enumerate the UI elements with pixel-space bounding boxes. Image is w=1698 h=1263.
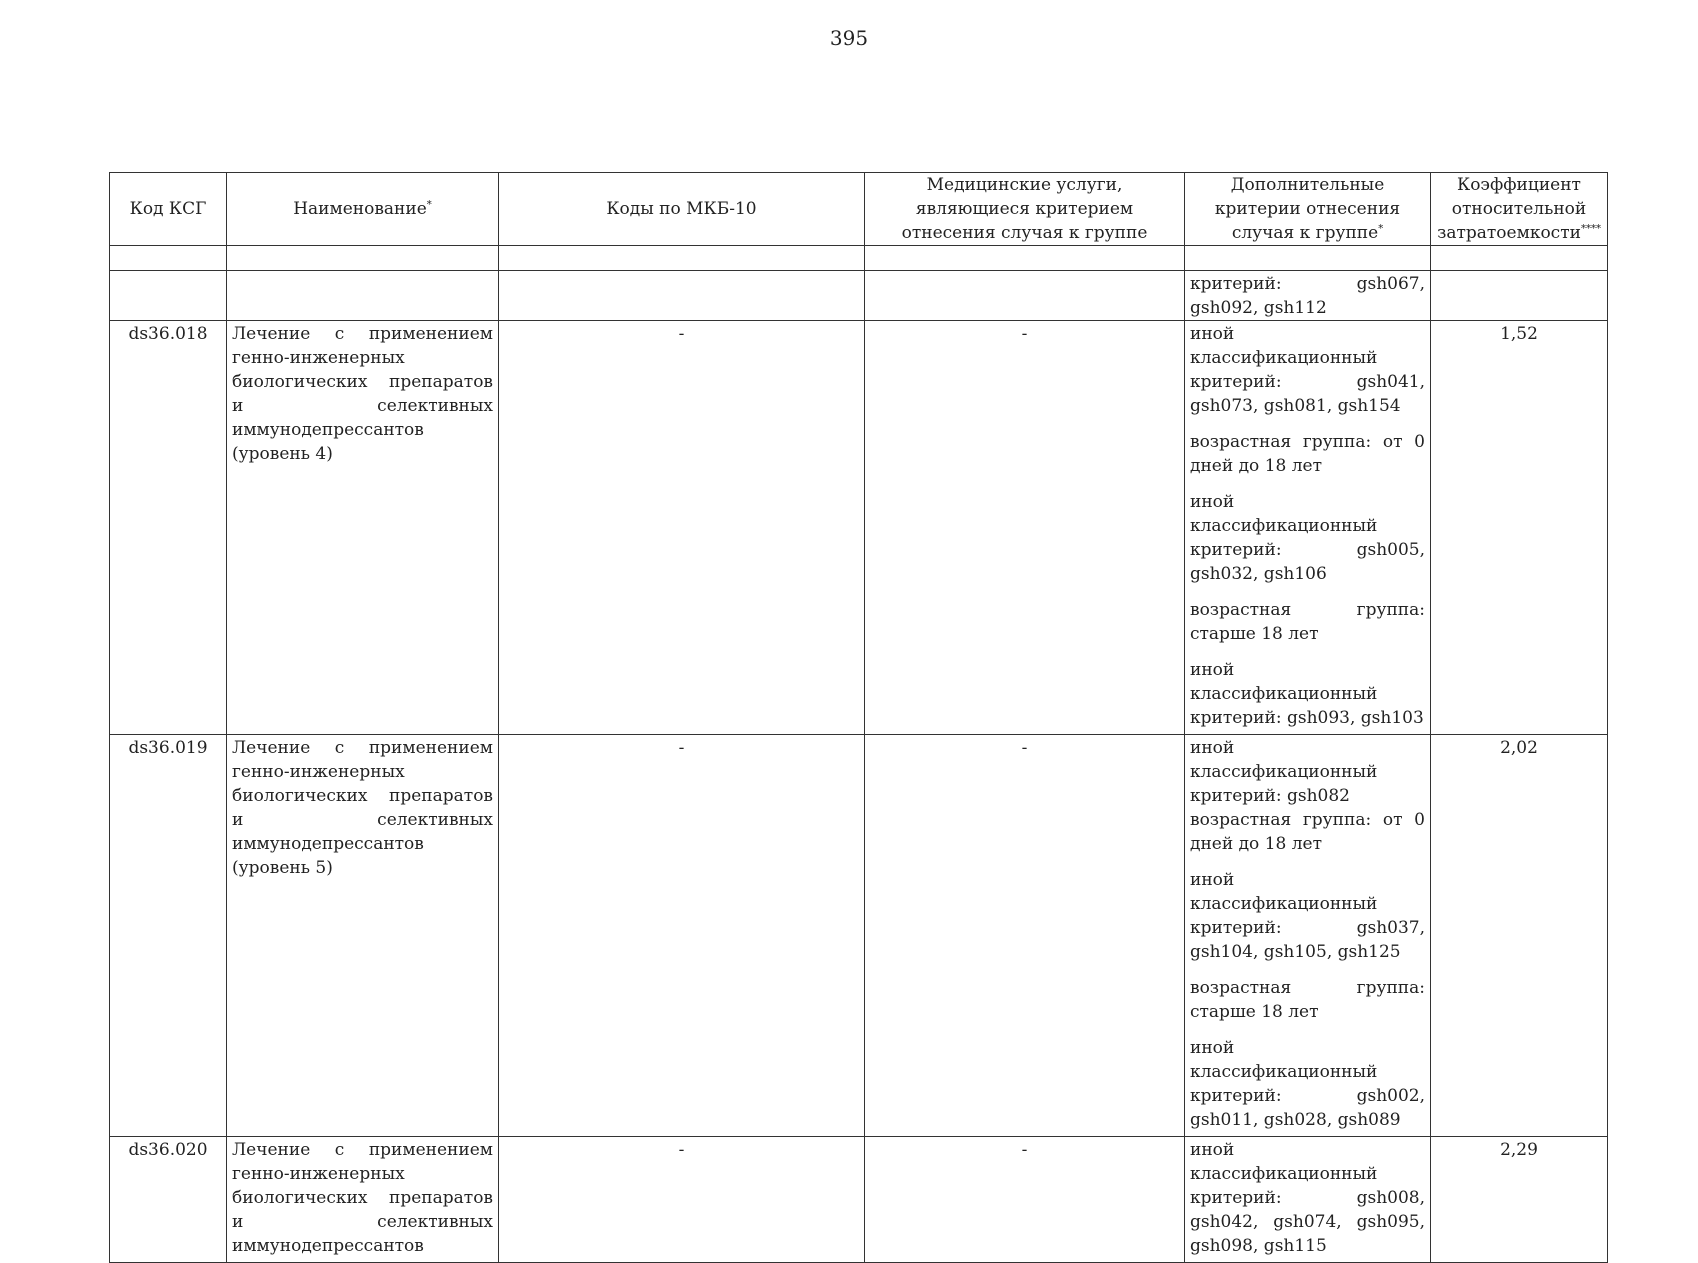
header-services: Медицинские услуги, являющиеся критерием отнесения случая к группе — [865, 173, 1185, 246]
header-criteria: Дополнительные критерии отнесения случая к группе* — [1185, 173, 1431, 246]
ksg-code: ds36.018 — [110, 321, 227, 735]
medical-services: - — [865, 735, 1185, 1137]
criteria-item: возрастная группа: от 0 дней до 18 лет — [1190, 432, 1425, 476]
numbering-spacer-row — [110, 246, 1608, 271]
criteria-item: иной классификационный критерий: gsh082 — [1190, 738, 1378, 806]
header-name: Наименование* — [227, 173, 499, 246]
criteria-item: иной классификационный критерий: gsh002, gsh011, gsh028, gsh089 — [1190, 1038, 1425, 1130]
mkb-codes: - — [499, 321, 865, 735]
mkb-codes: - — [499, 1137, 865, 1263]
additional-criteria — [1185, 735, 1431, 1137]
cost-coefficient: 2,02 — [1431, 735, 1608, 1137]
ksg-name: Лечение с применением генно-инженерных биологических препаратов и селективных иммунодепрессантов (уровень 5) — [227, 735, 499, 1137]
table-header-row — [110, 173, 1608, 246]
criteria-item: иной классификационный критерий: gsh037, gsh104, gsh105, gsh125 — [1190, 870, 1425, 962]
medical-services: - — [865, 1137, 1185, 1263]
criteria-item: иной классификационный критерий: gsh005, gsh032, gsh106 — [1190, 492, 1425, 584]
continuation-criteria: критерий: gsh067, gsh092, gsh112 — [1185, 271, 1431, 321]
cost-coefficient: 1,52 — [1431, 321, 1608, 735]
criteria-item: возрастная группа: старше 18 лет — [1190, 978, 1425, 1022]
table-row — [110, 321, 1608, 735]
table-row — [110, 735, 1608, 1137]
header-coef: Коэффициент относительной затратоемкости**** — [1431, 173, 1608, 246]
cost-coefficient: 2,29 — [1431, 1137, 1608, 1263]
criteria-item: возрастная группа: старше 18 лет — [1190, 600, 1425, 644]
ksg-name: Лечение с применением генно-инженерных биологических препаратов и селективных иммунодепрессантов (уровень 4) — [227, 321, 499, 735]
criteria-item: иной классификационный критерий: gsh093, gsh103 — [1190, 660, 1424, 728]
criteria-item: возрастная группа: от 0 дней до 18 лет — [1190, 810, 1425, 854]
ksg-code: ds36.020 — [110, 1137, 227, 1263]
table-row — [110, 271, 1608, 321]
page-number: 395 — [829, 26, 869, 50]
criteria-item: иной классификационный критерий: gsh041, gsh073, gsh081, gsh154 — [1190, 324, 1425, 416]
medical-services: - — [865, 321, 1185, 735]
ksg-code: ds36.019 — [110, 735, 227, 1137]
additional-criteria — [1185, 321, 1431, 735]
ksg-name: Лечение с применением генно-инженерных биологических препаратов и селективных иммунодепрессантов — [227, 1137, 499, 1263]
ksg-table — [109, 172, 1608, 1263]
header-mkb: Коды по МКБ-10 — [499, 173, 865, 246]
mkb-codes: - — [499, 735, 865, 1137]
criteria-item: иной классификационный критерий: gsh008, gsh042, gsh074, gsh095, gsh098, gsh115 — [1190, 1140, 1425, 1256]
header-code: Код КСГ — [110, 173, 227, 246]
